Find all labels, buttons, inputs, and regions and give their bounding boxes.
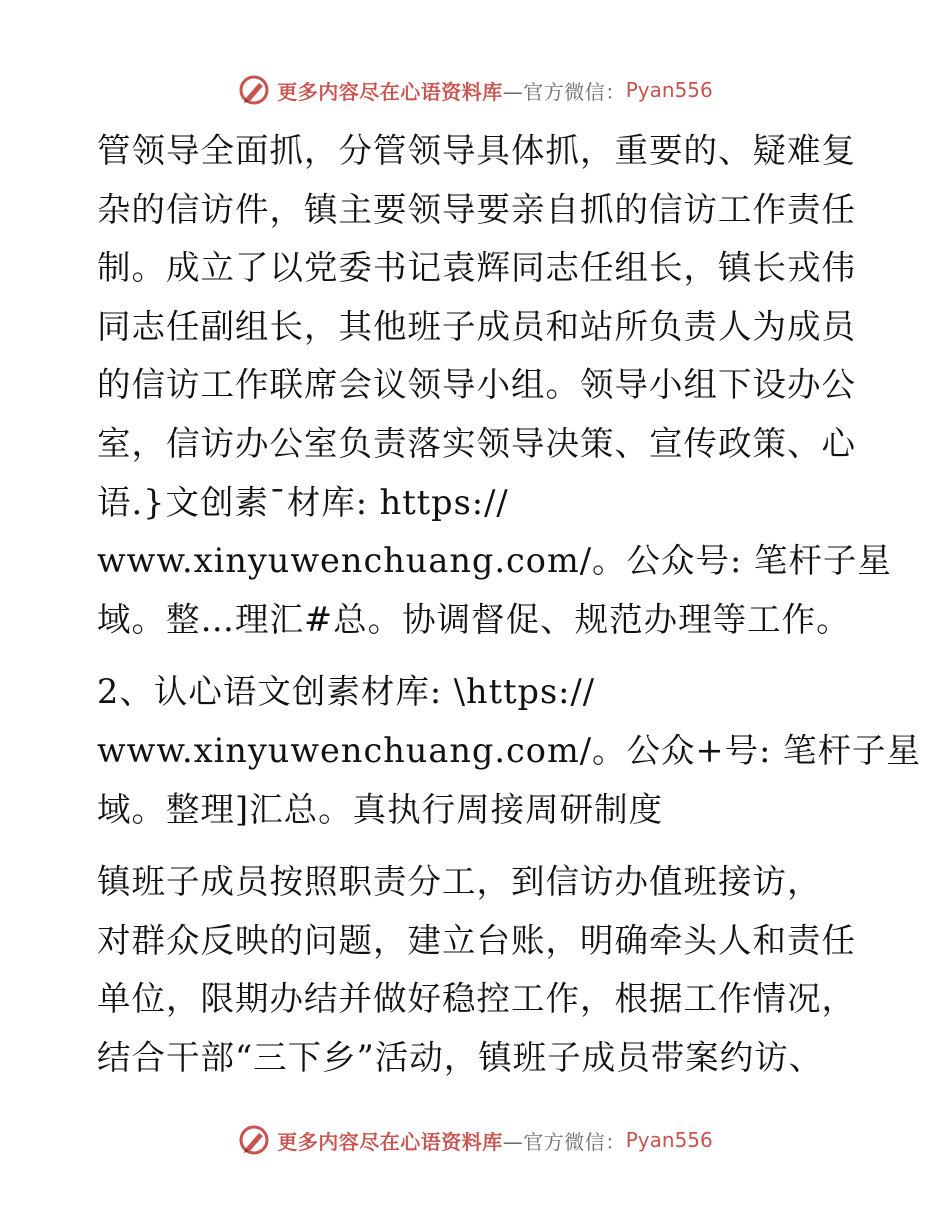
text-line: 杂的信访件，镇主要领导要亲自抓的信访工作责任 xyxy=(97,189,856,229)
paragraph-spacer xyxy=(97,839,857,853)
document-body xyxy=(97,122,921,1088)
text-line: 2、认心语文创素材库: \https:// xyxy=(97,672,596,712)
header-official-id: Pyan556 xyxy=(625,78,713,102)
footer-official-label: —官方微信： xyxy=(502,1129,626,1154)
text-line: 镇班子成员按照职责分工，到信访办值班接访， xyxy=(97,862,822,902)
text-line: 的信访工作联席会议领导小组。领导小组下设办公 xyxy=(97,365,856,405)
text-line: 域。整…理汇#总。协调督促、规范办理等工作。 xyxy=(97,599,851,639)
paragraph-3 xyxy=(97,853,857,1087)
footer-banner xyxy=(0,1120,950,1160)
text-line: www.xinyuwenchuang.com/。公众+号: 笔杆子星 xyxy=(97,730,921,770)
footer-brand-text: 更多内容尽在心语资料库 xyxy=(277,1129,503,1154)
pen-logo-icon xyxy=(237,73,271,107)
paragraph-spacer xyxy=(97,649,857,663)
header-brand-text: 更多内容尽在心语资料库 xyxy=(277,79,503,104)
footer-official-id: Pyan556 xyxy=(625,1128,713,1152)
text-line: 同志任副组长，其他班子成员和站所负责人为成员 xyxy=(97,306,856,346)
paragraph-2 xyxy=(97,663,921,839)
pen-logo-icon xyxy=(237,1123,271,1157)
header-official-label: —官方微信： xyxy=(502,79,626,104)
text-line: 语.}文创素¯材库: https:// xyxy=(97,482,509,522)
text-line: 对群众反映的问题，建立台账，明确牵头人和责任 xyxy=(97,920,856,960)
text-line: 管领导全面抓，分管领导具体抓，重要的、疑难复 xyxy=(97,131,856,170)
text-line: www.xinyuwenchuang.com/。公众号: 笔杆子星 xyxy=(97,541,892,581)
text-line: 室，信访办公室负责落实领导决策、宣传政策、心 xyxy=(97,423,856,463)
text-line: 制。成立了以党委书记袁辉同志任组长，镇长戎伟 xyxy=(97,248,856,288)
header-banner xyxy=(0,70,950,110)
paragraph-1 xyxy=(97,122,892,649)
text-line: 域。整理]汇总。真执行周接周研制度 xyxy=(97,789,664,829)
text-line: 单位，限期办结并做好稳控工作，根据工作情况， xyxy=(97,979,856,1019)
text-line: 结合干部“三下乡”活动，镇班子成员带案约访、 xyxy=(97,1037,824,1077)
